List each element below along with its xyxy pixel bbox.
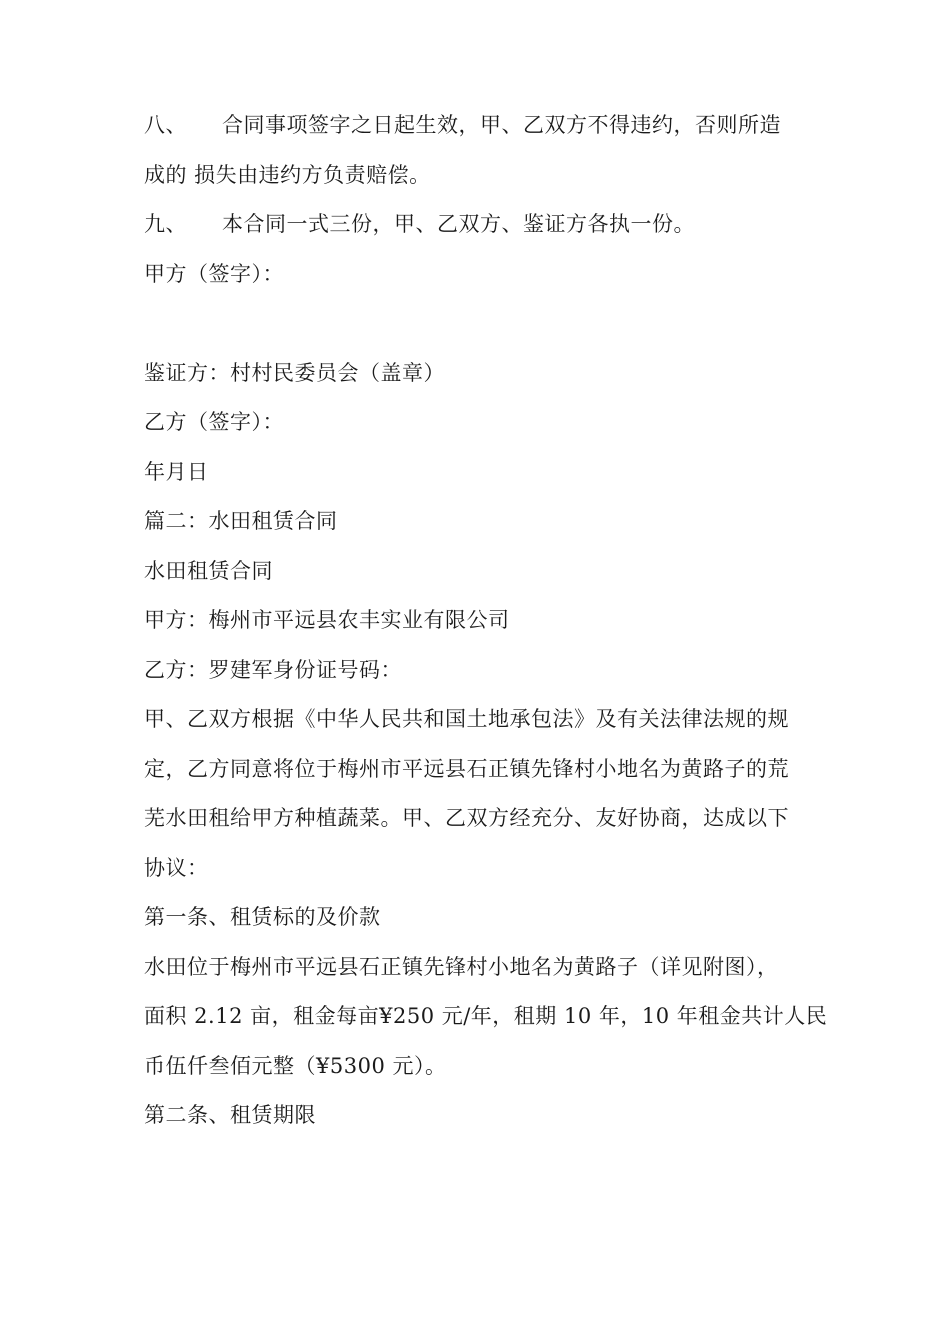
section-2-heading: 篇二：水田租赁合同 (144, 509, 338, 533)
witness-signature: 鉴证方：村村民委员会（盖章） (144, 360, 445, 385)
item-8-line-2: 成的 损失由违约方负责赔偿。 (144, 162, 431, 187)
article-2-heading: 第二条、租赁期限 (144, 1103, 316, 1127)
intro-line-1: 甲、乙双方根据《中华人民共和国土地承包法》及有关法律法规的规 (144, 707, 789, 731)
contract-party-a: 甲方：梅州市平远县农丰实业有限公司 (144, 608, 510, 632)
item-9-text: 本合同一式三份，甲、乙双方、鉴证方各执一份。 (222, 212, 695, 236)
document-page (144, 101, 828, 1141)
article-1-line-3: 币伍仟叁佰元整（¥5300 元）。 (144, 1053, 447, 1078)
item-8-line-1 (144, 101, 824, 151)
intro-line-3: 芜水田租给甲方种植蔬菜。甲、乙双方经充分、友好协商，达成以下 (144, 806, 789, 830)
party-b-signature: 乙方（签字）： (144, 410, 284, 434)
item-9-number: 九、 (144, 212, 187, 236)
item-8-number: 八、 (144, 113, 187, 137)
item-9-line (144, 200, 824, 250)
contract-title: 水田租赁合同 (144, 558, 273, 583)
party-a-signature: 甲方（签字）： (144, 261, 284, 286)
intro-line-2: 定，乙方同意将位于梅州市平远县石正镇先锋村小地名为黄路子的荒 (144, 756, 789, 781)
item-8-text: 合同事项签字之日起生效，甲、乙双方不得违约，否则所造 (222, 113, 781, 137)
article-1-heading: 第一条、租赁标的及价款 (144, 905, 381, 929)
contract-party-b: 乙方：罗建军身份证号码： (144, 657, 402, 682)
article-1-line-2: 面积 2.12 亩，租金每亩¥250 元/年，租期 10 年，10 年租金共计人民 (144, 1004, 828, 1028)
signature-date: 年月日 (144, 459, 209, 484)
signature-spacer (144, 299, 824, 349)
intro-line-4: 协议： (144, 855, 209, 880)
article-1-line-1: 水田位于梅州市平远县石正镇先锋村小地名为黄路子（详见附图）， (144, 954, 779, 979)
